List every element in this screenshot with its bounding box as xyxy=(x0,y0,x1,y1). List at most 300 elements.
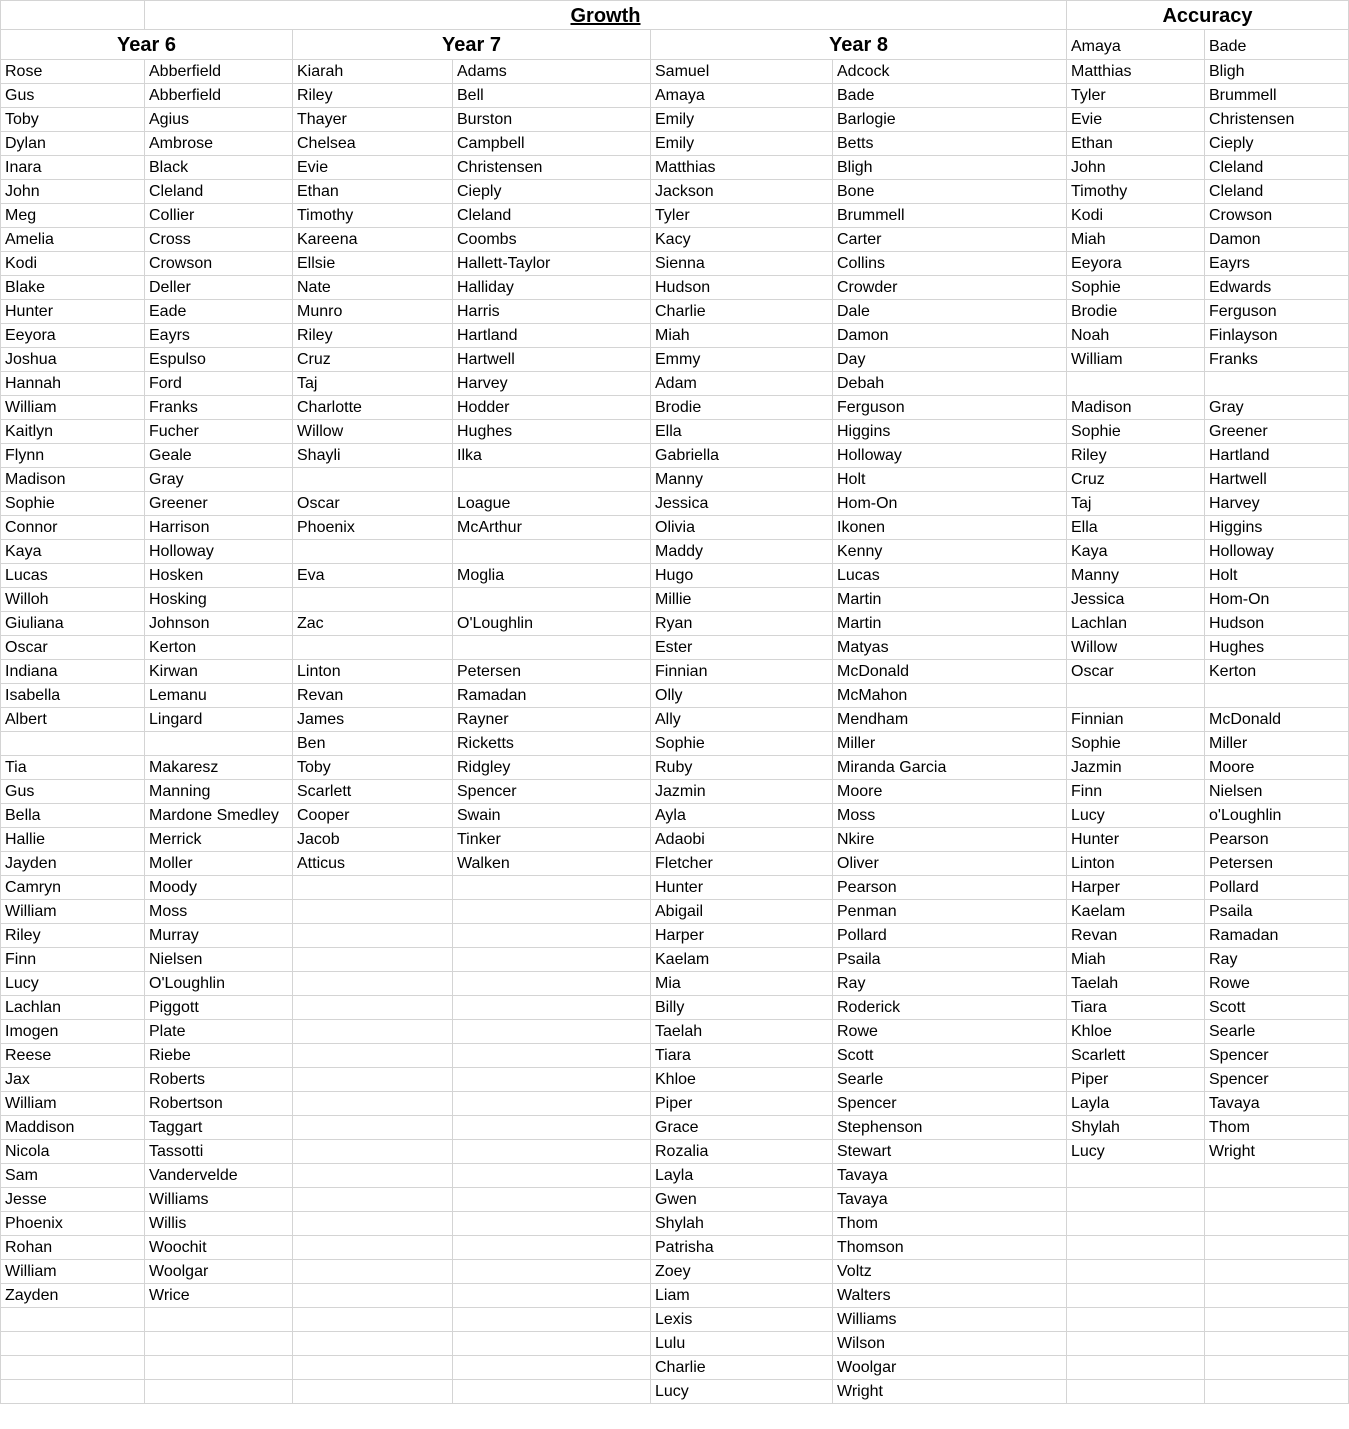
year7-first-name-cell[interactable] xyxy=(293,876,453,900)
year6-first-name-cell[interactable]: Jax xyxy=(0,1068,145,1092)
year7-first-name-cell[interactable]: Nate xyxy=(293,276,453,300)
year8-last-name-cell[interactable]: Wright xyxy=(833,1380,1067,1404)
year7-first-name-cell[interactable] xyxy=(293,1236,453,1260)
year8-first-name-cell[interactable]: Hudson xyxy=(651,276,833,300)
year6-first-name-cell[interactable]: Albert xyxy=(0,708,145,732)
accuracy-first-name-cell[interactable]: Brodie xyxy=(1067,300,1205,324)
year6-last-name-cell[interactable]: Holloway xyxy=(145,540,293,564)
year7-last-name-cell[interactable] xyxy=(453,876,651,900)
year6-first-name-cell[interactable]: Rohan xyxy=(0,1236,145,1260)
year6-last-name-cell[interactable] xyxy=(145,1332,293,1356)
year6-last-name-cell[interactable]: Makaresz xyxy=(145,756,293,780)
year7-last-name-cell[interactable] xyxy=(453,1092,651,1116)
accuracy-first-name-cell[interactable]: Oscar xyxy=(1067,660,1205,684)
year7-first-name-cell[interactable] xyxy=(293,468,453,492)
year8-first-name-cell[interactable]: Amaya xyxy=(651,84,833,108)
year8-first-name-cell[interactable]: Liam xyxy=(651,1284,833,1308)
year7-last-name-cell[interactable] xyxy=(453,1308,651,1332)
year7-last-name-cell[interactable]: Ridgley xyxy=(453,756,651,780)
year6-last-name-cell[interactable]: Black xyxy=(145,156,293,180)
year8-first-name-cell[interactable]: Emmy xyxy=(651,348,833,372)
year7-last-name-cell[interactable] xyxy=(453,1212,651,1236)
year7-first-name-cell[interactable]: Shayli xyxy=(293,444,453,468)
accuracy-last-name-cell[interactable]: Searle xyxy=(1205,1020,1349,1044)
accuracy-first-name-cell[interactable]: Layla xyxy=(1067,1092,1205,1116)
accuracy-last-name-cell[interactable]: Gray xyxy=(1205,396,1349,420)
year6-last-name-cell[interactable]: Murray xyxy=(145,924,293,948)
accuracy-first-name-cell[interactable]: Sophie xyxy=(1067,732,1205,756)
accuracy-first-name-cell[interactable] xyxy=(1067,1188,1205,1212)
accuracy-first-name-cell[interactable]: Linton xyxy=(1067,852,1205,876)
year7-first-name-cell[interactable] xyxy=(293,1356,453,1380)
accuracy-first-name-cell[interactable]: Shylah xyxy=(1067,1116,1205,1140)
year7-first-name-cell[interactable] xyxy=(293,636,453,660)
accuracy-last-name-cell[interactable]: Pearson xyxy=(1205,828,1349,852)
year8-first-name-cell[interactable]: Lulu xyxy=(651,1332,833,1356)
accuracy-first-name-cell[interactable] xyxy=(1067,372,1205,396)
year7-last-name-cell[interactable] xyxy=(453,1188,651,1212)
year8-first-name-cell[interactable]: Rozalia xyxy=(651,1140,833,1164)
year6-last-name-cell[interactable]: Plate xyxy=(145,1020,293,1044)
year6-first-name-cell[interactable]: Bella xyxy=(0,804,145,828)
year6-first-name-cell[interactable] xyxy=(0,1380,145,1404)
year6-first-name-cell[interactable]: Oscar xyxy=(0,636,145,660)
accuracy-last-name-cell[interactable]: Cleland xyxy=(1205,180,1349,204)
year7-last-name-cell[interactable]: Harris xyxy=(453,300,651,324)
year7-first-name-cell[interactable]: Atticus xyxy=(293,852,453,876)
year6-last-name-cell[interactable]: Eayrs xyxy=(145,324,293,348)
year7-first-name-cell[interactable]: Timothy xyxy=(293,204,453,228)
year7-first-name-cell[interactable]: Evie xyxy=(293,156,453,180)
year8-last-name-cell[interactable]: Lucas xyxy=(833,564,1067,588)
year7-last-name-cell[interactable] xyxy=(453,636,651,660)
year8-last-name-cell[interactable]: Stewart xyxy=(833,1140,1067,1164)
accuracy-last-name-cell[interactable] xyxy=(1205,1356,1349,1380)
year7-first-name-cell[interactable]: Riley xyxy=(293,84,453,108)
year8-first-name-cell[interactable]: Ella xyxy=(651,420,833,444)
accuracy-first-name-cell[interactable]: Manny xyxy=(1067,564,1205,588)
year6-first-name-cell[interactable]: Madison xyxy=(0,468,145,492)
accuracy-first-name-cell[interactable]: Taj xyxy=(1067,492,1205,516)
accuracy-last-name-cell[interactable]: Hartland xyxy=(1205,444,1349,468)
year7-last-name-cell[interactable]: Campbell xyxy=(453,132,651,156)
year7-header[interactable]: Year 7 xyxy=(293,30,651,60)
accuracy-last-name-cell[interactable]: Hartwell xyxy=(1205,468,1349,492)
accuracy-header[interactable]: Accuracy xyxy=(1067,0,1349,30)
year6-last-name-cell[interactable]: Taggart xyxy=(145,1116,293,1140)
year6-first-name-cell[interactable]: Zayden xyxy=(0,1284,145,1308)
accuracy-first-name-cell[interactable] xyxy=(1067,684,1205,708)
accuracy-first-name-cell[interactable] xyxy=(1067,1332,1205,1356)
accuracy-first-name-cell[interactable] xyxy=(1067,1380,1205,1404)
year6-last-name-cell[interactable]: Nielsen xyxy=(145,948,293,972)
year6-last-name-cell[interactable]: Lingard xyxy=(145,708,293,732)
accuracy-last-name-cell[interactable]: Nielsen xyxy=(1205,780,1349,804)
accuracy-last-name-cell[interactable]: Cieply xyxy=(1205,132,1349,156)
year6-last-name-cell[interactable]: Gray xyxy=(145,468,293,492)
accuracy-first-name-cell[interactable]: John xyxy=(1067,156,1205,180)
year7-first-name-cell[interactable]: Phoenix xyxy=(293,516,453,540)
year7-first-name-cell[interactable] xyxy=(293,924,453,948)
accuracy-last-name-cell[interactable]: Kerton xyxy=(1205,660,1349,684)
accuracy-first-name-cell[interactable] xyxy=(1067,1284,1205,1308)
accuracy-first-name-cell[interactable]: Revan xyxy=(1067,924,1205,948)
year8-last-name-cell[interactable]: Dale xyxy=(833,300,1067,324)
year7-first-name-cell[interactable]: Munro xyxy=(293,300,453,324)
year8-last-name-cell[interactable]: Day xyxy=(833,348,1067,372)
year8-first-name-cell[interactable]: Khloe xyxy=(651,1068,833,1092)
year7-first-name-cell[interactable]: Kareena xyxy=(293,228,453,252)
year6-first-name-cell[interactable]: Willoh xyxy=(0,588,145,612)
year6-first-name-cell[interactable]: Lachlan xyxy=(0,996,145,1020)
year6-first-name-cell[interactable] xyxy=(0,732,145,756)
accuracy-last-name-cell[interactable]: Holt xyxy=(1205,564,1349,588)
year6-last-name-cell[interactable]: Kerton xyxy=(145,636,293,660)
accuracy-last-name-cell[interactable]: Petersen xyxy=(1205,852,1349,876)
year6-first-name-cell[interactable]: Indiana xyxy=(0,660,145,684)
year7-first-name-cell[interactable] xyxy=(293,588,453,612)
accuracy-first-name-cell[interactable]: Riley xyxy=(1067,444,1205,468)
year8-first-name-cell[interactable]: Tiara xyxy=(651,1044,833,1068)
year6-first-name-cell[interactable]: Joshua xyxy=(0,348,145,372)
year7-last-name-cell[interactable]: Hartland xyxy=(453,324,651,348)
year6-last-name-cell[interactable]: Abberfield xyxy=(145,60,293,84)
year7-first-name-cell[interactable]: Willow xyxy=(293,420,453,444)
year7-first-name-cell[interactable] xyxy=(293,900,453,924)
year6-last-name-cell[interactable]: Willis xyxy=(145,1212,293,1236)
accuracy-last-name-cell[interactable]: Scott xyxy=(1205,996,1349,1020)
accuracy-first-name-cell[interactable] xyxy=(1067,1356,1205,1380)
year8-first-name-cell[interactable]: Charlie xyxy=(651,1356,833,1380)
year8-last-name-cell[interactable]: Thomson xyxy=(833,1236,1067,1260)
year6-last-name-cell[interactable]: Merrick xyxy=(145,828,293,852)
year7-first-name-cell[interactable]: Cooper xyxy=(293,804,453,828)
year6-last-name-cell[interactable]: Moller xyxy=(145,852,293,876)
year6-first-name-cell[interactable]: Lucas xyxy=(0,564,145,588)
year7-first-name-cell[interactable]: James xyxy=(293,708,453,732)
year6-last-name-cell[interactable]: Kirwan xyxy=(145,660,293,684)
year7-last-name-cell[interactable]: Hallett-Taylor xyxy=(453,252,651,276)
year6-last-name-cell[interactable]: Eade xyxy=(145,300,293,324)
accuracy-last-name-cell[interactable]: Edwards xyxy=(1205,276,1349,300)
year6-last-name-cell[interactable]: Moody xyxy=(145,876,293,900)
year8-last-name-cell[interactable]: McDonald xyxy=(833,660,1067,684)
accuracy-first-name-cell[interactable]: Tyler xyxy=(1067,84,1205,108)
year6-last-name-cell[interactable]: Geale xyxy=(145,444,293,468)
year7-first-name-cell[interactable]: Revan xyxy=(293,684,453,708)
year8-last-name-cell[interactable]: Moore xyxy=(833,780,1067,804)
accuracy-first-name-cell[interactable]: Willow xyxy=(1067,636,1205,660)
accuracy-last-name-cell[interactable] xyxy=(1205,1164,1349,1188)
year7-first-name-cell[interactable]: Charlotte xyxy=(293,396,453,420)
year7-first-name-cell[interactable]: Chelsea xyxy=(293,132,453,156)
year8-last-name-cell[interactable]: Searle xyxy=(833,1068,1067,1092)
year8-first-name-cell[interactable]: Mia xyxy=(651,972,833,996)
year8-last-name-cell[interactable]: Kenny xyxy=(833,540,1067,564)
year6-last-name-cell[interactable]: Woolgar xyxy=(145,1260,293,1284)
year7-first-name-cell[interactable] xyxy=(293,1308,453,1332)
accuracy-first-name-cell[interactable]: Ella xyxy=(1067,516,1205,540)
accuracy-last-name-cell[interactable]: Harvey xyxy=(1205,492,1349,516)
accuracy-last-name-cell[interactable]: Thom xyxy=(1205,1116,1349,1140)
year8-first-name-cell[interactable]: Adam xyxy=(651,372,833,396)
year8-first-name-cell[interactable]: Lucy xyxy=(651,1380,833,1404)
year7-first-name-cell[interactable] xyxy=(293,948,453,972)
year8-last-name-cell[interactable]: Brummell xyxy=(833,204,1067,228)
year6-last-name-cell[interactable]: Vandervelde xyxy=(145,1164,293,1188)
year6-last-name-cell[interactable]: Collier xyxy=(145,204,293,228)
year6-last-name-cell[interactable] xyxy=(145,1308,293,1332)
year6-first-name-cell[interactable]: Sam xyxy=(0,1164,145,1188)
year7-first-name-cell[interactable]: Taj xyxy=(293,372,453,396)
year6-first-name-cell[interactable]: William xyxy=(0,900,145,924)
year8-last-name-cell[interactable]: Betts xyxy=(833,132,1067,156)
year6-last-name-cell[interactable]: Hosken xyxy=(145,564,293,588)
year7-last-name-cell[interactable]: Harvey xyxy=(453,372,651,396)
accuracy-last-name-cell[interactable]: Spencer xyxy=(1205,1068,1349,1092)
year7-last-name-cell[interactable]: Rayner xyxy=(453,708,651,732)
year6-last-name-cell[interactable] xyxy=(145,732,293,756)
year7-last-name-cell[interactable]: Ilka xyxy=(453,444,651,468)
year8-first-name-cell[interactable]: Miah xyxy=(651,324,833,348)
accuracy-first-name-cell[interactable]: Kaelam xyxy=(1067,900,1205,924)
year7-last-name-cell[interactable] xyxy=(453,1284,651,1308)
year7-first-name-cell[interactable]: Zac xyxy=(293,612,453,636)
year6-first-name-cell[interactable]: Dylan xyxy=(0,132,145,156)
year8-first-name-cell[interactable]: Shylah xyxy=(651,1212,833,1236)
accuracy-last-name-cell[interactable] xyxy=(1205,1284,1349,1308)
accuracy-first-name-cell[interactable]: Piper xyxy=(1067,1068,1205,1092)
year8-first-name-cell[interactable]: Millie xyxy=(651,588,833,612)
accuracy-last-name-cell[interactable] xyxy=(1205,1380,1349,1404)
year6-last-name-cell[interactable]: Harrison xyxy=(145,516,293,540)
year7-last-name-cell[interactable] xyxy=(453,972,651,996)
year7-first-name-cell[interactable] xyxy=(293,1020,453,1044)
year8-last-name-cell[interactable]: Williams xyxy=(833,1308,1067,1332)
year7-last-name-cell[interactable] xyxy=(453,924,651,948)
year6-last-name-cell[interactable]: Hosking xyxy=(145,588,293,612)
year6-last-name-cell[interactable]: Crowson xyxy=(145,252,293,276)
year8-first-name-cell[interactable]: Abigail xyxy=(651,900,833,924)
year8-last-name-cell[interactable]: McMahon xyxy=(833,684,1067,708)
year8-first-name-cell[interactable]: Manny xyxy=(651,468,833,492)
year8-first-name-cell[interactable]: Finnian xyxy=(651,660,833,684)
year7-last-name-cell[interactable]: Loague xyxy=(453,492,651,516)
year6-first-name-cell[interactable]: Kaya xyxy=(0,540,145,564)
year8-first-name-cell[interactable]: Maddy xyxy=(651,540,833,564)
accuracy-first-name-cell[interactable]: Harper xyxy=(1067,876,1205,900)
year6-first-name-cell[interactable]: Blake xyxy=(0,276,145,300)
year6-first-name-cell[interactable]: Isabella xyxy=(0,684,145,708)
year8-last-name-cell[interactable]: Miranda Garcia xyxy=(833,756,1067,780)
accuracy-first-name-cell[interactable]: Ethan xyxy=(1067,132,1205,156)
year7-first-name-cell[interactable]: Scarlett xyxy=(293,780,453,804)
year7-last-name-cell[interactable] xyxy=(453,948,651,972)
year7-last-name-cell[interactable] xyxy=(453,1332,651,1356)
year6-first-name-cell[interactable]: Lucy xyxy=(0,972,145,996)
year8-first-name-cell[interactable]: Charlie xyxy=(651,300,833,324)
year6-first-name-cell[interactable]: Eeyora xyxy=(0,324,145,348)
accuracy-last-name-cell[interactable] xyxy=(1205,1188,1349,1212)
year8-first-name-cell[interactable]: Emily xyxy=(651,132,833,156)
year6-first-name-cell[interactable]: Tia xyxy=(0,756,145,780)
year6-last-name-cell[interactable]: Ford xyxy=(145,372,293,396)
accuracy-last-name-cell[interactable]: Hudson xyxy=(1205,612,1349,636)
accuracy-last-name-cell[interactable]: o'Loughlin xyxy=(1205,804,1349,828)
accuracy-last-name-cell[interactable]: Pollard xyxy=(1205,876,1349,900)
year7-first-name-cell[interactable] xyxy=(293,1260,453,1284)
year7-last-name-cell[interactable]: Christensen xyxy=(453,156,651,180)
year8-last-name-cell[interactable]: Thom xyxy=(833,1212,1067,1236)
year7-first-name-cell[interactable]: Linton xyxy=(293,660,453,684)
year8-header[interactable]: Year 8 xyxy=(651,30,1067,60)
accuracy-first-name-cell[interactable]: Timothy xyxy=(1067,180,1205,204)
year8-first-name-cell[interactable]: Tyler xyxy=(651,204,833,228)
year8-first-name-cell[interactable]: Zoey xyxy=(651,1260,833,1284)
accuracy-first-name-cell[interactable]: Kaya xyxy=(1067,540,1205,564)
year6-last-name-cell[interactable]: Moss xyxy=(145,900,293,924)
accuracy-first-name-cell[interactable]: Khloe xyxy=(1067,1020,1205,1044)
year6-first-name-cell[interactable]: Meg xyxy=(0,204,145,228)
accuracy-last-name-cell[interactable]: Christensen xyxy=(1205,108,1349,132)
year8-first-name-cell[interactable]: Patrisha xyxy=(651,1236,833,1260)
year6-last-name-cell[interactable]: Roberts xyxy=(145,1068,293,1092)
year8-last-name-cell[interactable]: Debah xyxy=(833,372,1067,396)
year8-last-name-cell[interactable]: Psaila xyxy=(833,948,1067,972)
year6-last-name-cell[interactable]: Lemanu xyxy=(145,684,293,708)
year6-first-name-cell[interactable]: Inara xyxy=(0,156,145,180)
year7-last-name-cell[interactable] xyxy=(453,1044,651,1068)
accuracy-last-name-cell[interactable]: McDonald xyxy=(1205,708,1349,732)
year6-last-name-cell[interactable]: Woochit xyxy=(145,1236,293,1260)
year8-first-name-cell[interactable]: Brodie xyxy=(651,396,833,420)
accuracy-first-name-cell[interactable]: Lucy xyxy=(1067,804,1205,828)
year6-first-name-cell[interactable]: Gus xyxy=(0,84,145,108)
year6-last-name-cell[interactable]: Johnson xyxy=(145,612,293,636)
accuracy-last-name-cell[interactable]: Rowe xyxy=(1205,972,1349,996)
year7-first-name-cell[interactable] xyxy=(293,1284,453,1308)
year6-last-name-cell[interactable]: Cross xyxy=(145,228,293,252)
year6-last-name-cell[interactable]: Williams xyxy=(145,1188,293,1212)
accuracy-last-name-cell[interactable]: Moore xyxy=(1205,756,1349,780)
year8-last-name-cell[interactable]: Bligh xyxy=(833,156,1067,180)
year8-last-name-cell[interactable]: Bade xyxy=(833,84,1067,108)
year6-last-name-cell[interactable]: Cleland xyxy=(145,180,293,204)
year8-first-name-cell[interactable]: Gwen xyxy=(651,1188,833,1212)
accuracy-last-name-cell[interactable]: Greener xyxy=(1205,420,1349,444)
year8-last-name-cell[interactable]: Oliver xyxy=(833,852,1067,876)
year8-last-name-cell[interactable]: Hom-On xyxy=(833,492,1067,516)
year7-last-name-cell[interactable]: Petersen xyxy=(453,660,651,684)
year6-last-name-cell[interactable]: Espulso xyxy=(145,348,293,372)
year8-last-name-cell[interactable]: Higgins xyxy=(833,420,1067,444)
year6-last-name-cell[interactable]: Agius xyxy=(145,108,293,132)
year8-last-name-cell[interactable]: Roderick xyxy=(833,996,1067,1020)
year6-first-name-cell[interactable]: Imogen xyxy=(0,1020,145,1044)
year7-last-name-cell[interactable] xyxy=(453,996,651,1020)
year8-first-name-cell[interactable]: Gabriella xyxy=(651,444,833,468)
accuracy-first-name-cell[interactable]: Lachlan xyxy=(1067,612,1205,636)
year6-first-name-cell[interactable] xyxy=(0,1356,145,1380)
year8-last-name-cell[interactable]: Barlogie xyxy=(833,108,1067,132)
year7-last-name-cell[interactable]: Cleland xyxy=(453,204,651,228)
year7-first-name-cell[interactable] xyxy=(293,972,453,996)
accuracy-last-name-cell[interactable]: Hughes xyxy=(1205,636,1349,660)
accuracy-first-name-cell[interactable] xyxy=(1067,1308,1205,1332)
year6-first-name-cell[interactable]: Sophie xyxy=(0,492,145,516)
year8-last-name-cell[interactable]: Ray xyxy=(833,972,1067,996)
accuracy-last-name-cell[interactable]: Tavaya xyxy=(1205,1092,1349,1116)
year7-last-name-cell[interactable]: Burston xyxy=(453,108,651,132)
accuracy-last-name-cell[interactable]: Damon xyxy=(1205,228,1349,252)
year8-last-name-cell[interactable]: Matyas xyxy=(833,636,1067,660)
year8-last-name-cell[interactable]: Tavaya xyxy=(833,1164,1067,1188)
year6-first-name-cell[interactable]: Hannah xyxy=(0,372,145,396)
year6-first-name-cell[interactable]: Connor xyxy=(0,516,145,540)
accuracy-first-name-cell[interactable]: Taelah xyxy=(1067,972,1205,996)
accuracy-last-name-cell[interactable]: Higgins xyxy=(1205,516,1349,540)
year8-first-name-cell[interactable]: Ryan xyxy=(651,612,833,636)
accuracy-last-name-cell[interactable] xyxy=(1205,1236,1349,1260)
year6-first-name-cell[interactable]: Maddison xyxy=(0,1116,145,1140)
year6-first-name-cell[interactable]: Finn xyxy=(0,948,145,972)
accuracy-first-name-cell[interactable]: Jessica xyxy=(1067,588,1205,612)
year6-first-name-cell[interactable]: Kaitlyn xyxy=(0,420,145,444)
year6-header[interactable]: Year 6 xyxy=(0,30,293,60)
accuracy-last-name-cell[interactable]: Eayrs xyxy=(1205,252,1349,276)
accuracy-first-name-cell[interactable]: Tiara xyxy=(1067,996,1205,1020)
accuracy-last-name-cell[interactable]: Wright xyxy=(1205,1140,1349,1164)
year7-last-name-cell[interactable] xyxy=(453,1236,651,1260)
year8-first-name-cell[interactable]: Fletcher xyxy=(651,852,833,876)
year8-first-name-cell[interactable]: Adaobi xyxy=(651,828,833,852)
accuracy-first-name-cell[interactable] xyxy=(1067,1212,1205,1236)
year7-first-name-cell[interactable] xyxy=(293,1092,453,1116)
year7-last-name-cell[interactable]: Adams xyxy=(453,60,651,84)
accuracy-last-name-cell[interactable] xyxy=(1205,684,1349,708)
growth-header[interactable]: Growth xyxy=(145,0,1067,30)
year6-first-name-cell[interactable]: Rose xyxy=(0,60,145,84)
year8-last-name-cell[interactable]: Carter xyxy=(833,228,1067,252)
year7-last-name-cell[interactable] xyxy=(453,1380,651,1404)
year7-last-name-cell[interactable] xyxy=(453,1164,651,1188)
year8-last-name-cell[interactable]: Martin xyxy=(833,612,1067,636)
accuracy-first-name-cell[interactable]: Sophie xyxy=(1067,420,1205,444)
year6-last-name-cell[interactable]: Abberfield xyxy=(145,84,293,108)
year7-first-name-cell[interactable]: Toby xyxy=(293,756,453,780)
year8-last-name-cell[interactable]: Rowe xyxy=(833,1020,1067,1044)
year6-last-name-cell[interactable] xyxy=(145,1356,293,1380)
year6-first-name-cell[interactable]: Gus xyxy=(0,780,145,804)
accuracy-last-name-cell[interactable]: Ray xyxy=(1205,948,1349,972)
year8-first-name-cell[interactable]: Ester xyxy=(651,636,833,660)
accuracy-first-name-cell[interactable]: Kodi xyxy=(1067,204,1205,228)
year7-last-name-cell[interactable] xyxy=(453,588,651,612)
accuracy-first-name-cell[interactable]: Miah xyxy=(1067,228,1205,252)
year7-last-name-cell[interactable] xyxy=(453,1068,651,1092)
year8-first-name-cell[interactable]: Kaelam xyxy=(651,948,833,972)
year8-last-name-cell[interactable]: Collins xyxy=(833,252,1067,276)
year6-first-name-cell[interactable]: Flynn xyxy=(0,444,145,468)
year8-last-name-cell[interactable]: Spencer xyxy=(833,1092,1067,1116)
year8-first-name-cell[interactable]: Jessica xyxy=(651,492,833,516)
year6-first-name-cell[interactable]: Giuliana xyxy=(0,612,145,636)
accuracy-first-name-cell[interactable] xyxy=(1067,1236,1205,1260)
year8-last-name-cell[interactable]: Ikonen xyxy=(833,516,1067,540)
year6-first-name-cell[interactable]: William xyxy=(0,396,145,420)
year7-last-name-cell[interactable]: Bell xyxy=(453,84,651,108)
accuracy-last-name-cell[interactable]: Holloway xyxy=(1205,540,1349,564)
